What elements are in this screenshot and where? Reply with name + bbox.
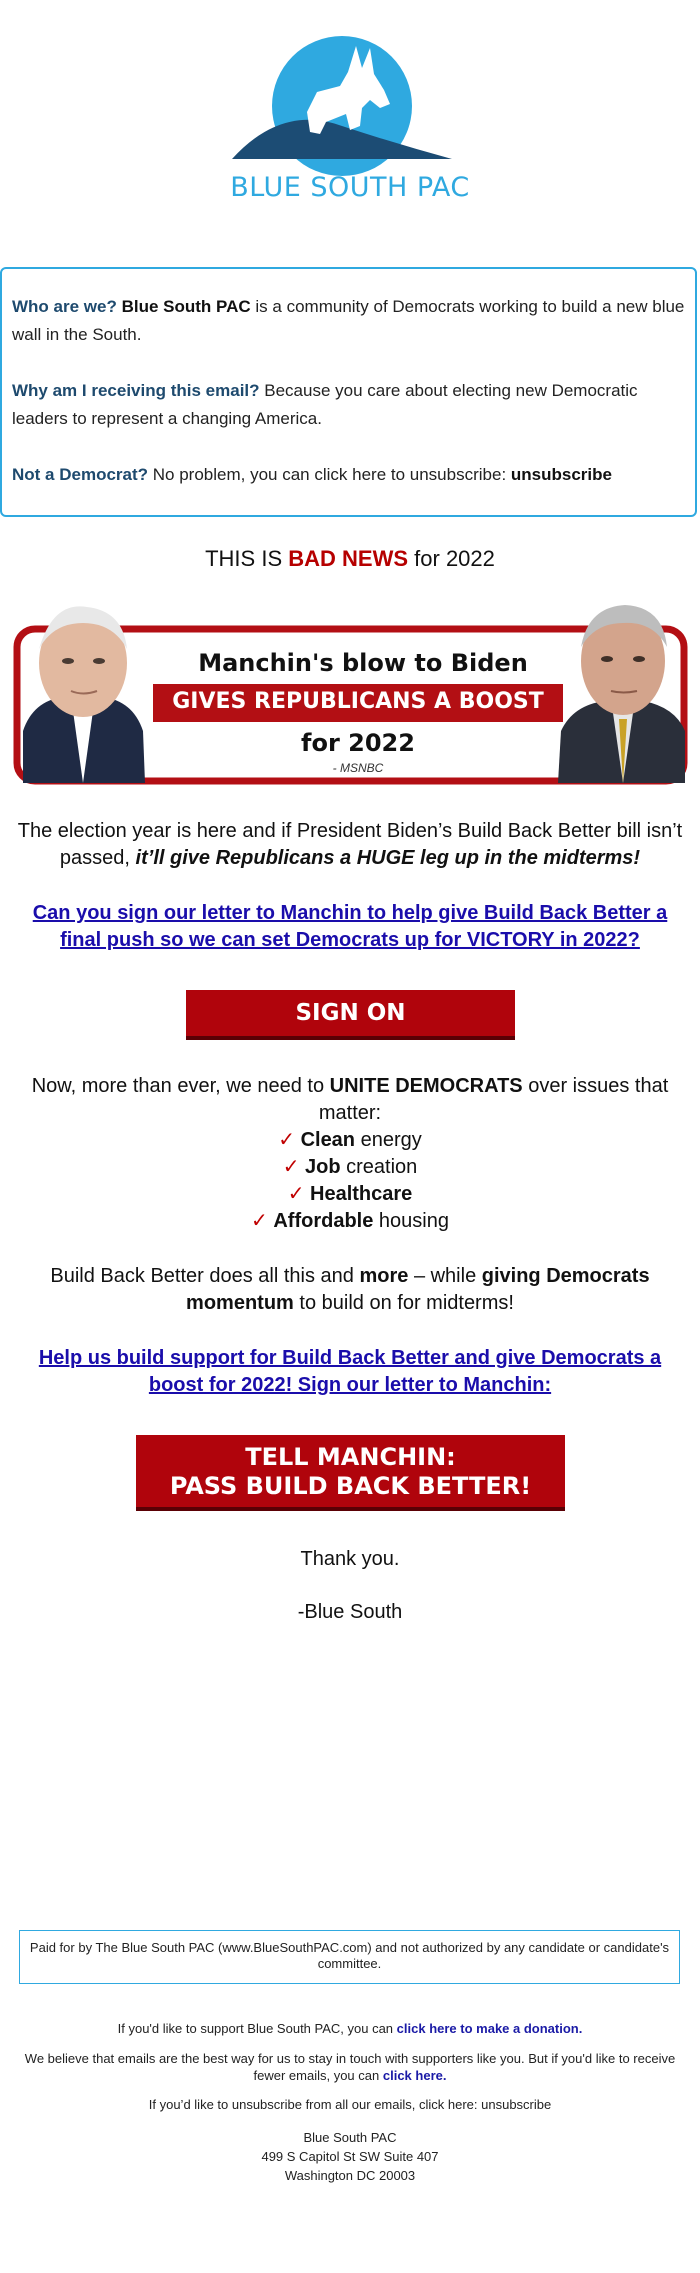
list-item <box>0 1154 700 1181</box>
org-name: Blue South PAC <box>121 297 251 316</box>
para2-bold: UNITE DEMOCRATS <box>329 1075 523 1097</box>
intro-answer-not: No problem, you can click here to unsubscribe: <box>152 465 507 484</box>
intro-answer-who: is a community of Democrats working to build a new blue wall in the South. <box>12 297 685 344</box>
logo-text: BLUE SOUTH PAC <box>230 172 470 203</box>
para3-bold2: giving Democrats momentum <box>186 1265 650 1314</box>
item-rest: housing <box>378 1210 449 1232</box>
intro-question-why: Why am I receiving this email? <box>12 381 260 400</box>
item-rest: creation <box>346 1156 418 1178</box>
item-bold: Affordable <box>273 1210 374 1232</box>
donation-link[interactable]: click here to make a donation. <box>396 2021 583 2036</box>
link-build-support-wrap <box>10 1345 690 1399</box>
intro-answer-why: Because you care about electing new Democratic leaders to represent a changing America. <box>12 381 638 428</box>
thank-you: Thank you. <box>300 1548 400 1570</box>
para3-post: to build on for midterms! <box>299 1292 514 1314</box>
headline-pre: THIS IS <box>205 546 283 571</box>
intro-who <box>12 293 685 349</box>
intro-box <box>0 267 697 517</box>
logo <box>0 30 700 210</box>
support-text: If you'd like to support Blue South PAC, you can <box>117 2021 394 2036</box>
banner-title: Manchin's blow to Biden <box>198 649 528 677</box>
check-icon: ✓ <box>278 1129 295 1151</box>
paragraph-bbb <box>10 1263 690 1317</box>
headline-post: for 2022 <box>414 546 495 571</box>
para2-pre: Now, more than ever, we need to <box>31 1075 325 1097</box>
para3-bold1: more <box>359 1265 409 1287</box>
paid-for-text: Paid for by The Blue South PAC (www.BlueSouthPAC.com) and not authorized by any candidate or candidate's committee. <box>29 1940 670 1971</box>
unsubscribe-link[interactable]: unsubscribe <box>510 465 612 484</box>
intro-not <box>12 461 685 489</box>
news-banner[interactable] <box>13 601 688 786</box>
intro-why <box>12 377 685 433</box>
item-rest: energy <box>360 1129 422 1151</box>
list-item <box>0 1127 700 1154</box>
sign-letter-link[interactable]: Can you sign our letter to Manchin to help give Build Back Better a final push so we can set Democrats up for VICTORY in 2022? <box>32 902 668 951</box>
address-line: Blue South PAC <box>303 2130 397 2145</box>
footer-support <box>20 2020 680 2037</box>
fewer-emails-text: We believe that emails are the best way for us to stay in touch with supporters like you. But if you'd like to receive fewer emails, you can <box>24 2051 676 2083</box>
address-line: Washington DC 20003 <box>284 2168 416 2183</box>
para2-post: over issues that matter: <box>318 1075 669 1124</box>
para3-mid: – while <box>413 1265 477 1287</box>
address-line: 499 S Capitol St SW Suite 407 <box>261 2149 439 2164</box>
issues-checklist <box>0 1127 700 1235</box>
item-bold: Job <box>305 1156 341 1178</box>
banner-subtitle: GIVES REPUBLICANS A BOOST <box>172 689 544 714</box>
tell-button-line1: TELL MANCHIN: <box>245 1443 456 1471</box>
list-item <box>0 1208 700 1235</box>
paid-for-box <box>19 1930 680 1984</box>
intro-question-who: Who are we? <box>12 297 117 316</box>
check-icon: ✓ <box>282 1156 300 1178</box>
fewer-emails-link[interactable]: click here. <box>382 2068 447 2083</box>
list-item <box>0 1181 700 1208</box>
item-bold: Clean <box>300 1129 356 1151</box>
build-support-link[interactable]: Help us build support for Build Back Better and give Democrats a boost for 2022! Sign our letter to Manchin: <box>38 1347 662 1396</box>
donkey-logo-icon <box>222 34 462 184</box>
para3-pre: Build Back Better does all this and <box>50 1265 354 1287</box>
headline <box>0 546 700 572</box>
item-bold: Healthcare <box>310 1183 413 1205</box>
mailing-address <box>0 2128 700 2185</box>
check-icon: ✓ <box>251 1210 268 1232</box>
para1-emphasis: it’ll give Republicans a HUGE leg up in the midterms! <box>135 847 641 869</box>
footer-fewer-emails <box>20 2050 680 2084</box>
para1-text: The election year is here and if President Biden’s Build Back Better bill isn’t passed, <box>17 820 683 869</box>
sign-on-button[interactable]: SIGN ON <box>186 990 515 1036</box>
banner-year: for 2022 <box>301 729 415 757</box>
signoff: -Blue South <box>297 1601 403 1623</box>
paragraph-election <box>10 818 690 872</box>
link-sign-letter-wrap <box>10 900 690 954</box>
tell-manchin-button[interactable] <box>136 1435 565 1507</box>
check-icon: ✓ <box>287 1183 305 1205</box>
banner-source: - MSNBC <box>332 761 384 775</box>
intro-question-not: Not a Democrat? <box>12 465 149 484</box>
tell-button-line2: PASS BUILD BACK BETTER! <box>169 1472 532 1500</box>
headline-bad-news: BAD NEWS <box>288 546 409 571</box>
paragraph-unite <box>10 1073 690 1127</box>
footer-unsubscribe[interactable]: If you’d like to unsubscribe from all our emails, click here: unsubscribe <box>148 2097 552 2112</box>
